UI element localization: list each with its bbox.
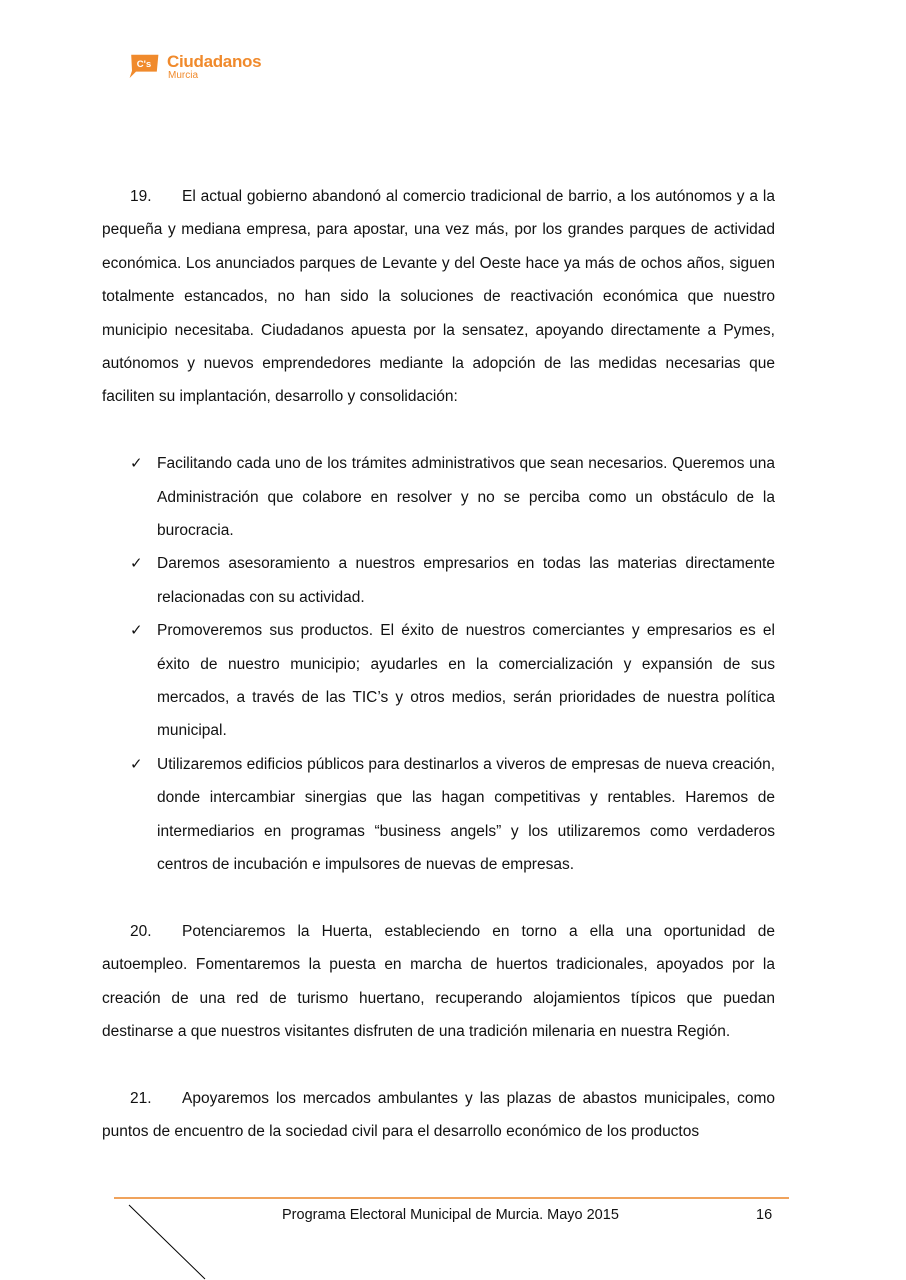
- document-body: [102, 180, 775, 1149]
- list-item: ✓ Utilizaremos edificios públicos para destinarlos a viveros de empresas de nueva creación, donde intercambiar sinergias que las hagan competitivas y rentables. Haremos de intermediarios en programas “business angels” y los utilizaremos como verdaderos centros de incubación e impulsores de nuevas de empresas.: [102, 748, 775, 882]
- logo-name: Ciudadanos: [167, 52, 262, 71]
- checkmark-icon: ✓: [130, 622, 143, 640]
- footer-title: Programa Electoral Municipal de Murcia. Mayo 2015: [282, 1207, 619, 1223]
- page-number: 16: [756, 1207, 773, 1223]
- logo-badge-icon: [124, 54, 164, 78]
- paragraph-number: 20.: [130, 922, 152, 940]
- list-item: ✓ Facilitando cada uno de los trámites administrativos que sean necesarios. Queremos una Administración que colabore en resolver y no se perciba como un obstáculo de la burocracia.: [102, 447, 775, 547]
- measures-list: [102, 447, 775, 881]
- paragraph-20: [102, 915, 775, 1049]
- paragraph-number: 19.: [130, 188, 152, 205]
- svg-text:C's: C's: [136, 58, 152, 70]
- paragraph-text: Potenciaremos la Huerta, estableciendo en torno a ella una oportunidad de autoempleo. Fomentaremos la puesta en marcha de huertos tradicionales, apoyados por la creación de una red de turismo huertano, recuperando alojamientos típicos que puedan destinarse a que nuestros visitantes disfruten de una tradición milenaria en nuestra Región.: [102, 922, 775, 1041]
- ciudadanos-logo: [124, 52, 274, 86]
- paragraph-21: [102, 1082, 775, 1149]
- footer-diagonal-line: [128, 1204, 208, 1280]
- paragraph-19: [102, 180, 775, 414]
- checkmark-icon: ✓: [130, 455, 143, 473]
- list-item: ✓ Daremos asesoramiento a nuestros empresarios en todas las materias directamente relacionadas con su actividad.: [102, 547, 775, 614]
- checkmark-icon: ✓: [130, 755, 143, 773]
- paragraph-text: Apoyaremos los mercados ambulantes y las plazas de abastos municipales, como puntos de encuentro de la sociedad civil para el desarrollo económico de los productos: [102, 1089, 775, 1141]
- checkmark-icon: ✓: [130, 555, 143, 573]
- paragraph-number: 21.: [130, 1089, 152, 1107]
- logo-subtitle: Murcia: [168, 70, 199, 81]
- list-item: ✓ Promoveremos sus productos. El éxito de nuestros comerciantes y empresarios es el éxito de nuestro municipio; ayudarles en la comercialización y expansión de sus mercados, a través de las TIC’s y otros medios, serán prioridades de nuestra política municipal.: [102, 614, 775, 748]
- footer-rule: [114, 1197, 789, 1199]
- paragraph-text: El actual gobierno abandonó al comercio tradicional de barrio, a los autónomos y a la pequeña y mediana empresa, para apostar, una vez más, por los grandes parques de actividad económica. Los anunciados parques de Levante y del Oeste hace ya más de ochos años, siguen totalmente estancados, no han sido la soluciones de reactivación económica que nuestro municipio necesitaba. Ciudadanos apuesta por la sensatez, apoyando directamente a Pymes, autónomos y nuevos emprendedores mediante la adopción de las medidas necesarias que faciliten su implantación, desarrollo y consolidación:: [102, 188, 775, 406]
